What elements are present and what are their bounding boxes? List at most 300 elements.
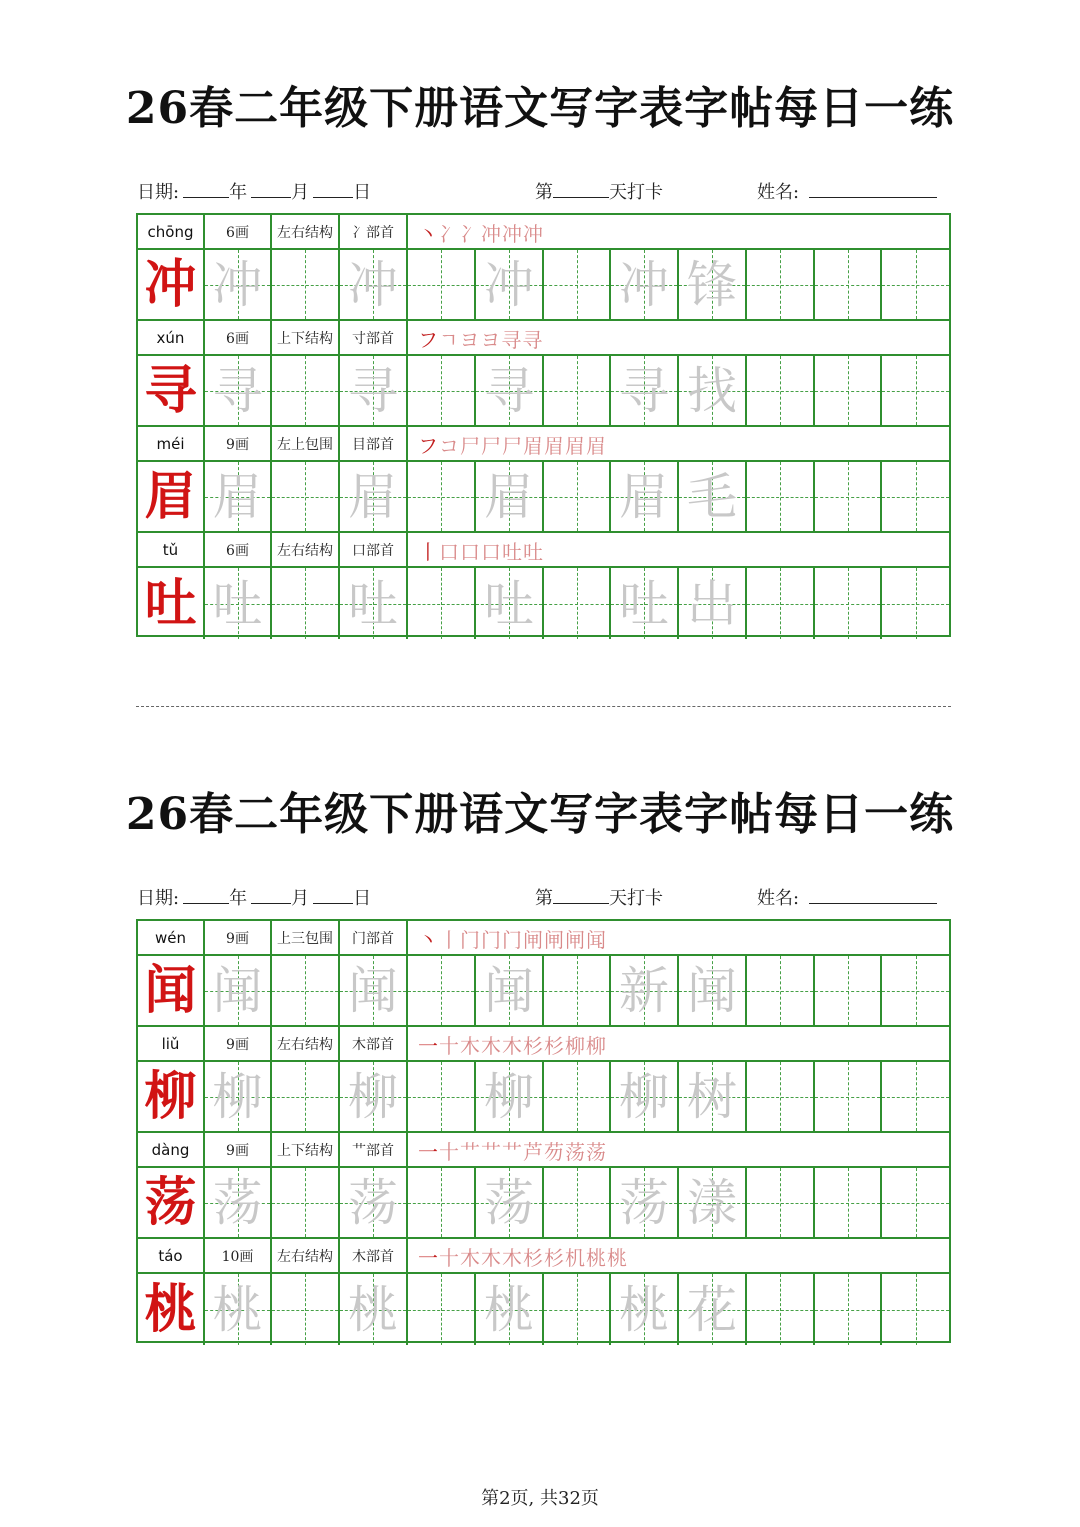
trace-char: 冲 [212, 255, 263, 314]
writing-box[interactable] [679, 1062, 747, 1131]
guide-line-horizontal [882, 285, 949, 286]
guide-line-vertical [305, 956, 306, 1025]
stroke-step: 柳 [565, 1033, 586, 1058]
fill-blank[interactable] [313, 179, 353, 198]
writing-box[interactable] [815, 462, 882, 531]
writing-box[interactable] [544, 1274, 611, 1345]
writing-box[interactable] [544, 1168, 611, 1237]
stroke-order-cell [408, 1027, 949, 1060]
stroke-step: 寻 [501, 327, 523, 352]
writing-box[interactable] [340, 956, 408, 1025]
writing-box[interactable] [544, 1062, 611, 1131]
stroke-step: 一 [418, 1139, 439, 1164]
fill-blank[interactable] [183, 885, 229, 904]
model-char: 吐 [144, 572, 197, 634]
trace-char: 吐 [348, 574, 398, 633]
trace-char: 荡 [348, 1173, 398, 1232]
writing-box[interactable] [205, 462, 272, 531]
guide-line-horizontal [882, 1203, 949, 1204]
stroke-step: 杉 [523, 1245, 544, 1270]
stroke-count-cell-text: 10画 [221, 1248, 254, 1265]
stroke-step: 口 [439, 539, 460, 564]
writing-box[interactable] [408, 1274, 476, 1345]
stroke-step: 杉 [523, 1033, 544, 1058]
word-trace-char: 花 [687, 1280, 737, 1339]
stroke-count-cell-text: 6画 [226, 224, 249, 241]
writing-box[interactable] [611, 568, 679, 639]
stroke-step: 艹 [502, 1139, 523, 1164]
guide-line-horizontal [544, 391, 609, 392]
structure-cell-text: 上三包围 [277, 930, 333, 947]
fill-blank[interactable] [251, 179, 291, 198]
stroke-order-sequence [418, 537, 544, 563]
writing-box[interactable] [747, 1274, 815, 1345]
writing-box[interactable] [205, 956, 272, 1025]
info-line [137, 884, 952, 914]
structure-cell [272, 215, 340, 248]
fill-blank[interactable] [809, 179, 937, 198]
writing-box[interactable] [476, 1168, 544, 1237]
fill-blank[interactable] [183, 179, 229, 198]
trace-char: 柳 [348, 1067, 398, 1126]
guide-line-vertical [441, 462, 442, 531]
name-field[interactable] [757, 178, 937, 204]
stroke-step: 十 [439, 1139, 460, 1164]
structure-cell [272, 427, 340, 460]
guide-line-horizontal [815, 1310, 880, 1311]
writing-box[interactable] [408, 462, 476, 531]
writing-box[interactable] [747, 956, 815, 1025]
trace-char: 闻 [348, 961, 398, 1020]
writing-box[interactable] [815, 1168, 882, 1237]
trace-char: 寻 [348, 361, 398, 420]
stroke-step: 冫 [460, 221, 481, 246]
radical-cell [340, 921, 408, 954]
date-field[interactable] [137, 884, 371, 910]
stroke-step: コ [439, 433, 460, 458]
radical-cell [340, 1239, 408, 1272]
structure-cell [272, 533, 340, 566]
pinyin-cell [138, 1239, 205, 1272]
writing-box[interactable] [611, 1062, 679, 1131]
model-char-box [138, 356, 205, 425]
guide-line-vertical [441, 250, 442, 319]
stroke-step: 十 [439, 1033, 460, 1058]
stroke-step: 木 [481, 1245, 502, 1270]
cut-line-divider [136, 706, 951, 707]
writing-box[interactable] [340, 1168, 408, 1237]
writing-box[interactable] [272, 462, 340, 531]
stroke-step: 一 [418, 1033, 439, 1058]
writing-box[interactable] [205, 1062, 272, 1131]
writing-box[interactable] [340, 1062, 408, 1131]
stroke-step: 门 [460, 927, 481, 952]
checkin-prefix: 第 [535, 182, 553, 203]
stroke-count-cell-text: 9画 [226, 930, 249, 947]
guide-line-vertical [848, 462, 849, 531]
writing-box[interactable] [882, 956, 949, 1025]
model-char: 眉 [144, 465, 197, 527]
char-info-row [138, 1027, 949, 1062]
writing-box[interactable] [611, 356, 679, 425]
writing-box[interactable] [815, 250, 882, 319]
stroke-count-cell-text: 6画 [226, 542, 249, 559]
guide-line-horizontal [408, 1097, 474, 1098]
writing-box[interactable] [544, 568, 611, 639]
guide-line-horizontal [882, 604, 949, 605]
stroke-step: 丨 [439, 927, 460, 952]
writing-box[interactable] [815, 1062, 882, 1131]
writing-box[interactable] [205, 356, 272, 425]
char-info-row [138, 1133, 949, 1168]
trace-char: 寻 [212, 361, 263, 420]
worksheet [0, 0, 1080, 640]
writing-box[interactable] [408, 1062, 476, 1131]
structure-cell [272, 321, 340, 354]
writing-box[interactable] [272, 568, 340, 639]
char-info-row [138, 1239, 949, 1274]
trace-char: 冲 [348, 255, 398, 314]
writing-box[interactable] [679, 956, 747, 1025]
guide-line-horizontal [815, 1097, 880, 1098]
trace-char: 眉 [212, 467, 263, 526]
stroke-order-sequence [418, 325, 543, 351]
practice-grid [136, 919, 951, 1343]
guide-line-vertical [577, 356, 578, 425]
stroke-step: ヨ [480, 327, 502, 352]
writing-box[interactable] [272, 956, 340, 1025]
stroke-count-cell [205, 321, 272, 354]
trace-char: 桃 [484, 1280, 534, 1339]
structure-cell-text: 上下结构 [277, 1142, 333, 1159]
writing-box[interactable] [544, 250, 611, 319]
writing-box[interactable] [679, 1168, 747, 1237]
pinyin-cell [138, 321, 205, 354]
stroke-step: 丨 [418, 539, 439, 564]
radical-cell-text: 口部首 [352, 542, 394, 559]
writing-box[interactable] [815, 568, 882, 639]
writing-box[interactable] [679, 568, 747, 639]
word-trace-char: 寻 [619, 361, 669, 420]
writing-box[interactable] [272, 1062, 340, 1131]
guide-line-horizontal [882, 497, 949, 498]
guide-line-horizontal [408, 604, 474, 605]
writing-box[interactable] [340, 1274, 408, 1345]
model-char-box [138, 568, 205, 639]
model-char-box [138, 1274, 205, 1345]
model-char: 寻 [144, 359, 197, 421]
name-field[interactable] [757, 884, 937, 910]
stroke-step: 冲 [481, 221, 502, 246]
writing-box[interactable] [679, 250, 747, 319]
stroke-order-sequence [418, 1137, 607, 1163]
date-label: 日期: [137, 888, 180, 909]
guide-line-horizontal [408, 1310, 474, 1311]
stroke-order-cell [408, 1239, 949, 1272]
writing-row [138, 956, 949, 1027]
guide-line-horizontal [815, 1203, 880, 1204]
fill-blank[interactable] [809, 885, 937, 904]
writing-box[interactable] [747, 568, 815, 639]
word-trace-char: 毛 [687, 467, 737, 526]
stroke-count-cell [205, 1239, 272, 1272]
worksheet [0, 706, 1080, 1346]
writing-box[interactable] [747, 356, 815, 425]
writing-box[interactable] [272, 356, 340, 425]
stroke-step: 眉 [544, 433, 565, 458]
stroke-count-cell [205, 1133, 272, 1166]
radical-cell [340, 321, 408, 354]
writing-box[interactable] [476, 568, 544, 639]
guide-line-vertical [848, 568, 849, 639]
writing-box[interactable] [747, 250, 815, 319]
stroke-count-cell [205, 921, 272, 954]
guide-line-vertical [577, 1062, 578, 1131]
writing-box[interactable] [476, 956, 544, 1025]
stroke-step: 闻 [586, 927, 607, 952]
month-label: 月 [291, 888, 310, 909]
writing-box[interactable] [476, 462, 544, 531]
radical-cell [340, 215, 408, 248]
stroke-step: 眉 [523, 433, 544, 458]
stroke-step: 艹 [481, 1139, 502, 1164]
stroke-step: 十 [439, 1245, 460, 1270]
writing-box[interactable] [882, 356, 949, 425]
stroke-order-sequence [418, 925, 607, 951]
stroke-step: フ [418, 327, 439, 352]
writing-box[interactable] [815, 356, 882, 425]
stroke-order-sequence [418, 1031, 607, 1057]
fill-blank[interactable] [553, 885, 609, 904]
radical-cell-text: 冫部首 [352, 224, 394, 241]
char-info-row [138, 215, 949, 250]
guide-line-horizontal [815, 991, 880, 992]
stroke-step: 尸 [481, 433, 502, 458]
writing-box[interactable] [747, 1168, 815, 1237]
trace-char: 冲 [484, 255, 534, 314]
guide-line-horizontal [747, 991, 813, 992]
writing-box[interactable] [611, 250, 679, 319]
guide-line-horizontal [272, 1097, 338, 1098]
word-trace-char: 荡 [619, 1173, 669, 1232]
model-char-box [138, 1062, 205, 1131]
guide-line-horizontal [882, 991, 949, 992]
stroke-step: ヨ [459, 327, 481, 352]
name-label: 姓名: [757, 182, 800, 203]
guide-line-horizontal [544, 497, 609, 498]
stroke-step: 杉 [544, 1245, 565, 1270]
pinyin-cell-text: táo [158, 1246, 183, 1265]
guide-line-horizontal [408, 991, 474, 992]
writing-box[interactable] [476, 1274, 544, 1345]
trace-char: 吐 [212, 574, 263, 633]
stroke-order-cell [408, 215, 949, 248]
writing-box[interactable] [408, 956, 476, 1025]
stroke-step: フ [418, 433, 439, 458]
day-label: 日 [353, 888, 372, 909]
guide-line-vertical [848, 956, 849, 1025]
writing-box[interactable] [544, 356, 611, 425]
stroke-step: 冲 [523, 221, 544, 246]
writing-box[interactable] [205, 250, 272, 319]
guide-line-vertical [916, 956, 917, 1025]
stroke-step: 门 [502, 927, 523, 952]
guide-line-horizontal [544, 285, 609, 286]
writing-box[interactable] [679, 356, 747, 425]
guide-line-vertical [305, 250, 306, 319]
fill-blank[interactable] [313, 885, 353, 904]
writing-row [138, 1168, 949, 1239]
guide-line-vertical [441, 1274, 442, 1345]
structure-cell [272, 921, 340, 954]
writing-box[interactable] [747, 462, 815, 531]
writing-box[interactable] [611, 462, 679, 531]
pinyin-cell [138, 533, 205, 566]
stroke-order-cell [408, 1133, 949, 1166]
model-char: 荡 [144, 1171, 197, 1233]
trace-char: 柳 [484, 1067, 534, 1126]
writing-box[interactable] [408, 1168, 476, 1237]
writing-box[interactable] [205, 1274, 272, 1345]
pinyin-cell-text: liǔ [161, 1034, 180, 1053]
writing-box[interactable] [882, 1168, 949, 1237]
guide-line-horizontal [408, 285, 474, 286]
writing-box[interactable] [611, 956, 679, 1025]
writing-box[interactable] [408, 250, 476, 319]
pinyin-cell [138, 1133, 205, 1166]
checkin-field[interactable] [535, 178, 663, 204]
stroke-step: 芦 [523, 1139, 544, 1164]
writing-box[interactable] [408, 568, 476, 639]
writing-row [138, 356, 949, 427]
stroke-step: 冲 [502, 221, 523, 246]
stroke-step: ㄱ [439, 327, 460, 352]
writing-box[interactable] [205, 568, 272, 639]
guide-line-vertical [916, 462, 917, 531]
stroke-step: 荡 [586, 1139, 607, 1164]
stroke-order-cell [408, 321, 949, 354]
writing-box[interactable] [611, 1274, 679, 1345]
guide-line-vertical [577, 250, 578, 319]
writing-box[interactable] [476, 356, 544, 425]
writing-box[interactable] [882, 250, 949, 319]
writing-box[interactable] [272, 1168, 340, 1237]
writing-box[interactable] [340, 356, 408, 425]
date-field[interactable] [137, 178, 371, 204]
writing-box[interactable] [882, 1062, 949, 1131]
writing-box[interactable] [476, 1062, 544, 1131]
guide-line-horizontal [272, 604, 338, 605]
stroke-step: 桃 [607, 1245, 628, 1270]
trace-char: 荡 [212, 1173, 263, 1232]
checkin-field[interactable] [535, 884, 663, 910]
model-char: 冲 [144, 253, 197, 315]
stroke-step: 机 [565, 1245, 586, 1270]
writing-box[interactable] [882, 1274, 949, 1345]
writing-box[interactable] [882, 462, 949, 531]
structure-cell [272, 1027, 340, 1060]
guide-line-vertical [577, 1168, 578, 1237]
page-footer: 第2页, 共32页 [481, 1488, 599, 1509]
pinyin-cell-text: dàng [151, 1140, 190, 1159]
writing-box[interactable] [340, 462, 408, 531]
stroke-step: 荡 [565, 1139, 586, 1164]
fill-blank[interactable] [251, 885, 291, 904]
pinyin-cell [138, 215, 205, 248]
pinyin-cell [138, 921, 205, 954]
writing-box[interactable] [611, 1168, 679, 1237]
writing-box[interactable] [679, 462, 747, 531]
stroke-step: 木 [460, 1245, 481, 1270]
stroke-step: 寻 [522, 327, 544, 352]
writing-box[interactable] [340, 250, 408, 319]
stroke-count-cell-text: 9画 [226, 436, 249, 453]
guide-line-horizontal [544, 1203, 609, 1204]
stroke-step: 芴 [544, 1139, 565, 1164]
writing-box[interactable] [205, 1168, 272, 1237]
writing-box[interactable] [272, 1274, 340, 1345]
radical-cell-text: 木部首 [352, 1036, 394, 1053]
radical-cell-text: 目部首 [352, 436, 394, 453]
stroke-step: 口 [481, 539, 502, 564]
stroke-step: 木 [502, 1245, 523, 1270]
radical-cell [340, 1027, 408, 1060]
radical-cell-text: 木部首 [352, 1248, 394, 1265]
guide-line-horizontal [408, 497, 474, 498]
writing-box[interactable] [476, 250, 544, 319]
info-line [137, 178, 952, 208]
structure-cell-text: 左右结构 [277, 1036, 333, 1053]
writing-box[interactable] [408, 356, 476, 425]
guide-line-vertical [848, 356, 849, 425]
word-trace-char: 出 [687, 574, 737, 633]
model-char-box [138, 956, 205, 1025]
guide-line-horizontal [408, 391, 474, 392]
guide-line-vertical [780, 356, 781, 425]
guide-line-vertical [305, 568, 306, 639]
guide-line-horizontal [544, 1097, 609, 1098]
stroke-step: 桃 [586, 1245, 607, 1270]
radical-cell [340, 427, 408, 460]
guide-line-vertical [305, 462, 306, 531]
guide-line-vertical [780, 250, 781, 319]
char-info-row [138, 533, 949, 568]
guide-line-vertical [305, 1062, 306, 1131]
writing-box[interactable] [544, 462, 611, 531]
stroke-step: 吐 [502, 539, 523, 564]
writing-box[interactable] [815, 1274, 882, 1345]
guide-line-horizontal [815, 285, 880, 286]
guide-line-vertical [916, 568, 917, 639]
guide-line-horizontal [882, 1097, 949, 1098]
writing-row [138, 1062, 949, 1133]
writing-box[interactable] [340, 568, 408, 639]
guide-line-vertical [441, 1168, 442, 1237]
guide-line-vertical [305, 1274, 306, 1345]
trace-char: 吐 [484, 574, 534, 633]
fill-blank[interactable] [553, 179, 609, 198]
writing-box[interactable] [544, 956, 611, 1025]
writing-box[interactable] [747, 1062, 815, 1131]
guide-line-horizontal [882, 391, 949, 392]
writing-box[interactable] [272, 250, 340, 319]
pinyin-cell-text: chōng [147, 222, 194, 241]
writing-box[interactable] [882, 568, 949, 639]
writing-box[interactable] [815, 956, 882, 1025]
writing-box[interactable] [679, 1274, 747, 1345]
stroke-step: 眉 [586, 433, 607, 458]
year-label: 年 [229, 182, 248, 203]
